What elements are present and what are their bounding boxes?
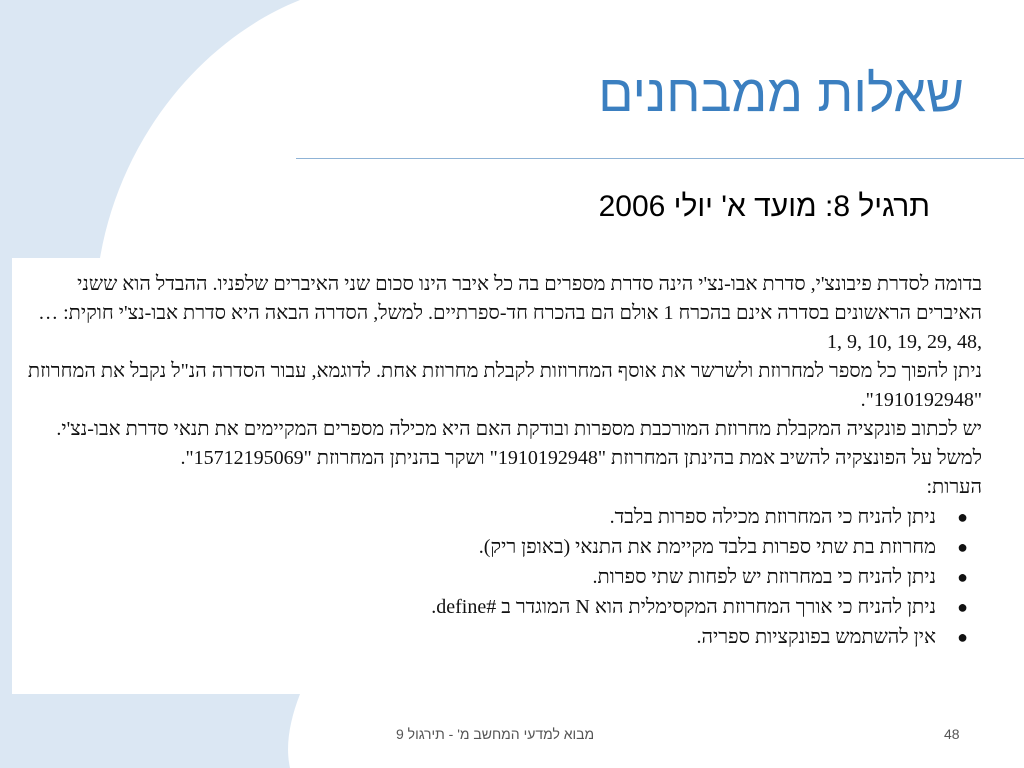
slide-title: שאלות ממבחנים (598, 65, 964, 123)
note-text: אין להשתמש בפונקציות ספריה. (696, 626, 936, 648)
note-item (22, 532, 982, 562)
bullet-icon: ● (957, 537, 968, 557)
bullet-icon: ● (957, 597, 968, 617)
footer-course-name: מבוא למדעי המחשב מ' - תירגול 9 (396, 726, 595, 742)
bullet-icon: ● (957, 627, 968, 647)
note-text: ניתן להניח כי המחרוזת מכילה ספרות בלבד. (609, 506, 936, 528)
bullet-icon: ● (957, 507, 968, 527)
exercise-body (22, 270, 982, 652)
notes-label: הערות: (926, 476, 982, 498)
exercise-text-panel (12, 258, 1012, 694)
notes-list (22, 502, 982, 652)
note-text: ניתן להניח כי אורך המחרוזת המקסימלית הוא N המוגדר ב #define. (431, 596, 936, 618)
note-item (22, 562, 982, 592)
note-item (22, 592, 982, 622)
exercise-paragraph-3: יש לכתוב פונקציה המקבלת מחרוזת המורכבת מספרות ובודקת האם היא מכילה מספרים המקיימים את תנאי סדרת אבו-נצ'י. למשל על הפונצקיה להשיב אמת בהינתן המחרוזת "1910192948" ושקר בהניתן המחרוזת "15712195069". (56, 418, 982, 469)
note-item (22, 502, 982, 532)
note-item (22, 622, 982, 652)
exercise-heading: תרגיל 8: מועד א' יולי 2006 (598, 190, 930, 223)
note-text: ניתן להניח כי במחרוזת יש לפחות שתי ספרות. (592, 566, 936, 588)
note-text: מחרוזת בת שתי ספרות בלבד מקיימת את התנאי (באופן ריק). (478, 536, 936, 558)
exercise-paragraph-1: בדומה לסדרת פיבונצ'י, סדרת אבו-נצ'י הינה סדרת מספרים בה כל איבר הינו סכום שני האיברים שלפניו. ההבדל הוא ששני האיברים הראשונים בסדרה אינם בהכרח 1 אולם הם בהכרח חד-ספרתיים. למשל, הסדרה הבאה היא סדרת אבו-נצ'י חוקית: … ,48 ,29 ,19 ,10 ,9 ,1 (38, 273, 982, 353)
title-divider (296, 158, 1024, 159)
bullet-icon: ● (957, 567, 968, 587)
exercise-paragraph-2: ניתן להפוך כל מספר למחרוזת ולשרשר את אוסף המחרוזות לקבלת מחרוזת אחת. לדוגמא, עבור הסדרה הנ"ל נקבל את המחרוזת "1910192948". (27, 360, 982, 411)
page-number: 48 (944, 726, 960, 742)
